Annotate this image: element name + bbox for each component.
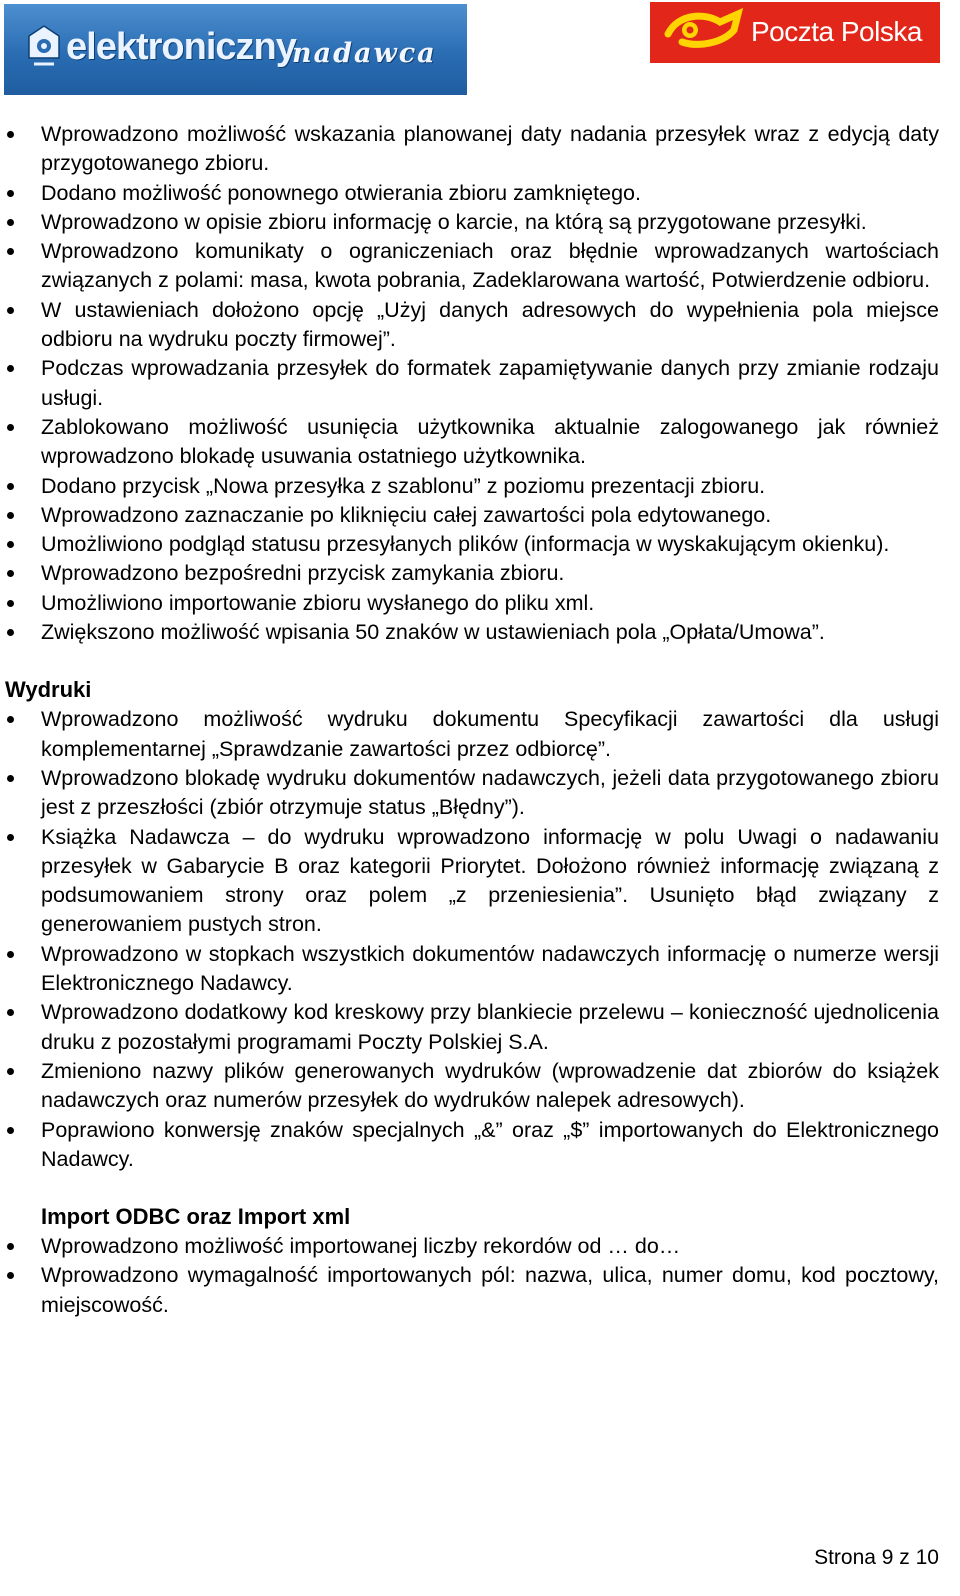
document-body [0, 120, 960, 1320]
list-item: Wprowadzono komunikaty o ograniczeniach oraz błędnie wprowadzanych wartościach związanych z polami: masa, kwota pobrania, Zadeklarowana wartość, Potwierdzenie odbioru. [0, 237, 939, 296]
list-item: Umożliwiono podgląd statusu przesyłanych plików (informacja w wyskakującym okienku). [0, 530, 939, 559]
house-gear-icon [26, 24, 62, 68]
list-item: Wprowadzono możliwość importowanej liczby rekordów od … do… [0, 1232, 939, 1261]
list-item: Umożliwiono importowanie zbioru wysłanego do pliku xml. [0, 589, 939, 618]
list-item: Wprowadzono blokadę wydruku dokumentów nadawczych, jeżeli data przygotowanego zbioru jest z przeszłości (zbiór otrzymuje status „Błędny”). [0, 764, 939, 823]
list-item: W ustawieniach dołożono opcję „Użyj danych adresowych do wypełnienia pola miejsce odbioru na wydruku poczty firmowej”. [0, 296, 939, 355]
list-item: Wprowadzono dodatkowy kod kreskowy przy blankiecie przelewu – konieczność ujednolicenia druku z pozostałymi programami Poczty Polskiej S.A. [0, 998, 939, 1057]
changes-list-general [0, 120, 960, 647]
section-heading-import: Import ODBC oraz Import xml [41, 1204, 351, 1230]
poczta-polska-wordmark: Poczta Polska [751, 16, 922, 47]
list-item: Wprowadzono możliwość wydruku dokumentu Specyfikacji zawartości dla usługi komplementarnej „Sprawdzanie zawartości przez odbiorcę”. [0, 705, 939, 764]
poczta-polska-logo [650, 2, 940, 63]
list-item: Dodano przycisk „Nowa przesyłka z szablonu” z poziomu prezentacji zbioru. [0, 472, 939, 501]
elektroniczny-nadawca-logo [4, 4, 467, 95]
list-item: Zmieniono nazwy plików generowanych wydruków (wprowadzenie dat zbiorów do książek nadawczych oraz numerów przesyłek do wydruków nalepek adresowych). [0, 1057, 939, 1116]
list-item: Zablokowano możliwość usunięcia użytkownika aktualnie zalogowanego jak również wprowadzono blokadę usuwania ostatniego użytkownika. [0, 413, 939, 472]
list-item: Wprowadzono możliwość wskazania planowanej daty nadania przesyłek wraz z edycją daty przygotowanego zbioru. [0, 120, 939, 179]
post-horn-icon [664, 8, 744, 56]
list-item: Podczas wprowadzania przesyłek do formatek zapamiętywanie danych przy zmianie rodzaju usługi. [0, 354, 939, 413]
list-item: Wprowadzono wymagalność importowanych pól: nazwa, ulica, numer domu, kod pocztowy, miejscowość. [0, 1261, 939, 1320]
list-item: Wprowadzono zaznaczanie po kliknięciu całej zawartości pola edytowanego. [0, 501, 939, 530]
logo-word-elektroniczny: elektroniczny [66, 26, 296, 68]
section-heading-wydruki: Wydruki [5, 677, 92, 703]
list-item: Wprowadzono w stopkach wszystkich dokumentów nadawczych informację o numerze wersji Elektronicznego Nadawcy. [0, 940, 939, 999]
changes-list-import [0, 1232, 960, 1320]
list-item: Dodano możliwość ponownego otwierania zbioru zamkniętego. [0, 179, 939, 208]
changes-list-wydruki [0, 705, 960, 1174]
list-item: Zwiększono możliwość wpisania 50 znaków w ustawieniach pola „Opłata/Umowa”. [0, 618, 939, 647]
list-item: Wprowadzono bezpośredni przycisk zamykania zbioru. [0, 559, 939, 588]
page-number: Strona 9 z 10 [814, 1546, 939, 1569]
page-header [0, 0, 960, 100]
list-item: Poprawiono konwersję znaków specjalnych „&” oraz „$” importowanych do Elektronicznego Nadawcy. [0, 1116, 939, 1175]
list-item: Wprowadzono w opisie zbioru informację o karcie, na którą są przygotowane przesyłki. [0, 208, 939, 237]
list-item: Książka Nadawcza – do wydruku wprowadzono informację w polu Uwagi o nadawaniu przesyłek w Gabarycie B oraz kategorii Priorytet. Dołożono również informację związaną z podsumowaniem strony oraz polem „z przeniesienia”. Usunięto błąd związany z generowaniem pustych stron. [0, 823, 939, 940]
logo-word-nadawca: nadawca [292, 38, 437, 69]
